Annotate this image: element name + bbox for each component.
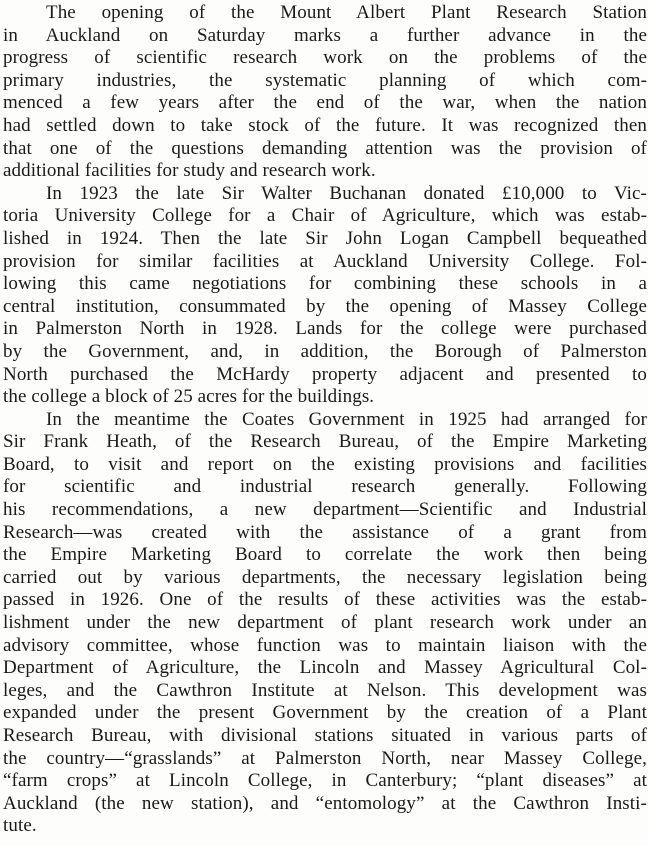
text-line: In the meantime the Coates Government in 1925 had arranged for: [46, 408, 647, 430]
text-line: for scientific and industrial research generally. Following: [3, 476, 647, 498]
text-line: had settled down to take stock of the future. It was recognized then: [3, 114, 647, 136]
text-line: Board, to visit and report on the existing provisions and facilities: [3, 453, 647, 475]
text-line: expanded under the present Government by the creation of a Plant: [3, 702, 647, 724]
text-line: the college a block of 25 acres for the buildings.: [3, 386, 375, 408]
text-line: lowing this came negotiations for combining these schools in a: [3, 273, 647, 295]
text-line: Department of Agriculture, the Lincoln and Massey Agricultural Col-: [3, 657, 647, 679]
article-body: [3, 2, 647, 838]
text-line: by the Government, and, in addition, the Borough of Palmerston: [3, 340, 647, 362]
text-line: the Empire Marketing Board to correlate the work then being: [3, 544, 647, 566]
text-line: Research—was created with the assistance of a grant from: [3, 521, 647, 543]
text-line: lishment under the new department of plant research work under an: [3, 612, 647, 634]
text-line: passed in 1926. One of the results of these activities was the estab-: [3, 589, 647, 611]
text-line: advisory committee, whose function was to maintain liaison with the: [3, 634, 647, 656]
paragraph-1: [3, 2, 647, 183]
text-line: tute.: [3, 815, 37, 837]
text-line: in Palmerston North in 1928. Lands for the college were purchased: [3, 318, 647, 340]
text-line: “farm crops” at Lincoln College, in Canterbury; “plant diseases” at: [3, 770, 647, 792]
text-line: additional facilities for study and research work.: [3, 160, 376, 182]
text-line: North purchased the McHardy property adjacent and presented to: [3, 363, 647, 385]
text-line: provision for similar facilities at Auckland University College. Fol-: [3, 250, 647, 272]
text-line: his recommendations, a new department—Scientific and Industrial: [3, 499, 647, 521]
text-line: Research Bureau, with divisional stations situated in various parts of: [3, 725, 647, 746]
text-line: menced a few years after the end of the war, when the nation: [3, 92, 647, 114]
text-line: Auckland (the new station), and “entomology” at the Cawthron Insti-: [3, 792, 647, 814]
text-line: carried out by various departments, the necessary legislation being: [3, 566, 647, 588]
text-line: Sir Frank Heath, of the Research Bureau, of the Empire Marketing: [3, 431, 647, 453]
text-line: toria University College for a Chair of Agriculture, which was estab-: [3, 205, 647, 227]
text-line: primary industries, the systematic planning of which com-: [3, 69, 647, 91]
text-line: progress of scientific research work on the problems of the: [3, 47, 647, 69]
text-line: central institution, consummated by the opening of Massey College: [3, 295, 647, 317]
text-line: lished in 1924. Then the late Sir John Logan Campbell bequeathed: [3, 227, 647, 249]
text-line: that one of the questions demanding attention was the provision of: [3, 137, 647, 159]
text-line: In 1923 the late Sir Walter Buchanan donated £10,000 to Vic-: [46, 182, 647, 204]
text-line: in Auckland on Saturday marks a further advance in the: [3, 24, 647, 46]
text-line: The opening of the Mount Albert Plant Research Station: [46, 2, 647, 23]
text-line: leges, and the Cawthron Institute at Nelson. This development was: [3, 679, 647, 701]
paragraph-3: [3, 409, 647, 838]
text-line: the country—“grasslands” at Palmerston North, near Massey College,: [3, 747, 647, 769]
paragraph-2: [3, 183, 647, 409]
